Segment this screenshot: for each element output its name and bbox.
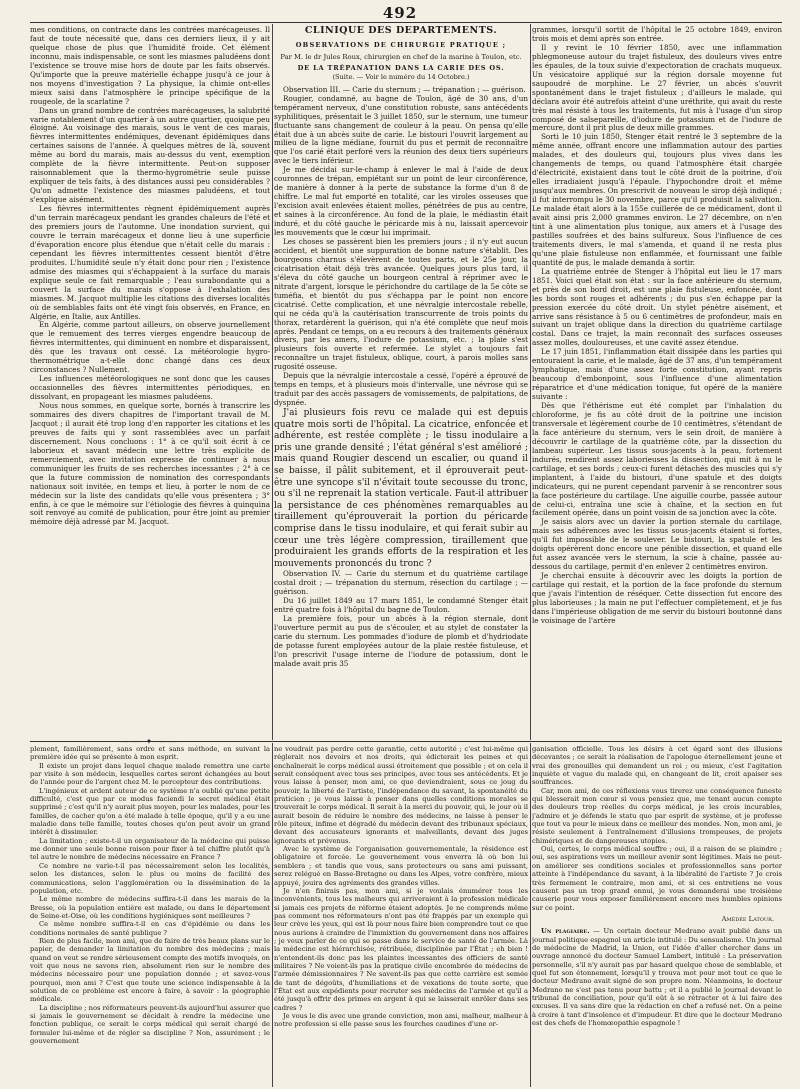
paragraph: Les choses se passèrent bien les premiers jours ; il n'y eut aucun accident, et bientôt une suppuration de bonne nature s'établit. Des bourgeons charnus s'élevèrent de toutes parts, et le 25e jour, la cicatrisation était déjà très avancée. Quelques jours plus tard, il s'éleva du côté gauche un bourgeon central à réprimer avec le nitrate d'argent, lorsque le périchondre du cartilage de la 5e côte se tuméfia, et bientôt du pus s'échappa par le point non encore cicatrisé. Cette complication, et une névralgie intercostale rebelle, qui ne céda qu'à la cautérisation transcurrente de trois points du thorax, retardèrent la guérison, qui n'a été complète que neuf mois après. Pendant ce temps, on a eu recours à des traitements généraux divers, par les amers, l'iodure de potassium, etc. ; la plaie s'est plusieurs fois ouverte et refermée. Le stylet a toujours fait reconnaître un trajet fistuleux, oblique, court, à parois molles sans rugosité osseuse. (274, 236, 528, 372)
paragraph: Le 17 juin 1851, l'inflammation était dissipée dans les parties qui entouraient la carie, et le malade, âgé de 37 ans, d'un tempérament lymphatique, mais d'une assez forte constitution, ayant repris beaucoup d'embonpoint, sous l'influence d'une alimentation réparatrice et d'une médication tonique, fut opéré de la manière suivante : (532, 347, 782, 402)
paragraph: J'ai plusieurs fois revu ce malade qui est depuis quatre mois sorti de l'hôpital. La cicatrice, enfoncée et adhérente, est restée complète ; le tissu inodulaire a pris une grande densité ; l'état général s'est amélioré ; mais quand Rougier descend un escalier, ou quand il se baisse, il pâlit subitement, et il éprouverait peut-être une syncope s'il n'évitait toute secousse du tronc, ou s'il ne reprenait la station verticale. Faut-il attribuer la persistance de ces phénomènes remarquables au tiraillement qu'éprouverait la portion du péricarde comprise dans le tissu inodulaire, et qui ferait subir au cœur une très légère compression, tiraillement que produiraient les grands efforts de la respiration et les mouvements prononcés du tronc ? (274, 408, 528, 569)
observation-title: Observation IV. — Carie du sternum et du quatrième cartilage costal droit ; — trépanation du sternum, résection du cartilage ; — guérison. (274, 569, 528, 597)
paragraph: Je vous le dis avec une grande conviction, mon ami, malheur, malheur à notre profession si elle passe sous les fourches caudines d'une or- (274, 1012, 528, 1029)
byline: Par M. le dr Jules Roux, chirurgien en chef de la marine à Toulon, etc. (280, 52, 522, 61)
paragraph: Avec le système de l'organisation gouvernementale, la résidence est obligatoire et forcée. Le gouvernement vous enverra là où bon lui semblera ; et tandis que vous, sans protecteurs ou sans ami puissant, serez relégué en Basse-Bretagne ou dans les Alpes, votre confrère, mieux appuyé, jouira des agréments des grandes villes. (274, 845, 528, 887)
paragraph: Oui, certes, le corps médical souffre ; oui, il a raison de se plaindre ; oui, ses aspirations vers un meilleur avenir sont légitimes. Mais ne peut-on améliorer ses conditions sociales et professionnelles sans porter atteinte à l'indépendance du savant, à la libéralité de l'artiste ? Je crois très fermement le contraire, mon ami, et si ces entretiens ne vous causent pas un trop grand ennui, je vous demanderai une troisième causerie pour vous exposer familièrement encore mes humbles opinions sur ce point. (532, 845, 782, 912)
paragraph: Ce nombre ne varie-t-il pas nécessairement selon les localités, selon les distances, selon le plus ou moins de facilité des communications, selon l'agglomération ou la dissémination de la population, etc. (30, 861, 270, 895)
news-item-lead: Un plagiaire. (541, 927, 590, 936)
paragraph: Il y revint le 10 février 1850, avec une inflammation phlegmoneuse autour du trajet fistuleux, des douleurs vives entre les épaules, de la toux suivie d'expectoration de crachats muqueux. Un vésicatoire appliqué sur la région dorsale moyenne fut saupoudré de morphine. Le 27 février, un abcès s'ouvrit spontanément dans le trajet fistuleux ; d'ailleurs le malade, qui déclara avoir été autrefois atteint d'une uréthrite, qui avait du reste très mal résisté à tous les traitements, fut mis à l'usage d'un sirop composé de salsepareille, d'iodure de potassium et de l'iodure de mercure, dont il prit plus de deux mille grammes. (532, 42, 782, 133)
paragraph: Je saisis alors avec un davier la portion sternale du cartilage, mais ses adhérences avec les tissus sous-jacents étaient si fortes, qu'il fut impossible de le soulever. Le bistouri, la spatule et les doigts opérèrent donc encore une pénible dissection, et quand elle fut assez avancée vers le sternum, la scie à chaîne, passée au-dessous du cartilage, permit d'en enlever 2 centimètres environ. (532, 517, 782, 572)
paragraph: Depuis que la névralgie intercostale a cessé, l'opéré a éprouvé de temps en temps, et à plusieurs mois d'intervalle, une névrose qui se traduit par des accès passagers de vomissements, de palpitations, de dyspnée. (274, 371, 528, 408)
feuilleton-column-3 (532, 745, 782, 1085)
paragraph: Dans un grand nombre de contrées marécageuses, la salubrité varie notablement d'un quartier à un autre quartier, quoique peu éloigné. Au voisinage des marais, sous le vent de ces marais, fièvres intermittentes endémiques, devenant épidémiques dans certaines saisons de l'année. A quelques mètres de là, souvent même au bord du marais, mais au-dessus du vent, exemption complète de la fièvre intermittente. Peut-on supposer raisonnablement que la thermo-hygrométrie seule puisse expliquer de tels faits, à des distances aussi peu considérables ? Qu'on admette l'existence des miasmes paludéens, et tout s'explique aisément. (30, 105, 270, 205)
column-divider (272, 24, 273, 740)
paragraph: Dès que l'éthérisme eut été complet par l'inhalation du chloroforme, je fis au côté droit de la poitrine une incision transversale et légèrement courbe de 10 centimètres, s'étendant de la face antérieure du sternum, vers le sein droit, de manière à découvrir le cartilage de la quatrième côte, par la dissection du lambeau supérieur. Les tissus sous-jacents à la peau, fortement indurés, rendirent assez laborieuses la dissection, qui mit à nu le cartilage, et ses bords ; ceux-ci furent détachés des muscles qui s'y implantent, à l'aide du bistouri, d'une spatule et des doigts indicateurs, qui ne purent cependant parvenir à se rencontrer sous la face postérieure du cartilage. Une aiguille courbe, passée autour de celui-ci, entraîna une scie à chaîne, et la section en fut facilement opérée, dans un point voisin de sa jonction avec la côte. (532, 401, 782, 518)
paragraph: Il existe un projet dans lequel chaque malade remettra une carte par visite à son médecin, lesquelles cartes seront échangées au bout de l'année pour de l'argent chez M. le percepteur des contributions. (30, 761, 270, 787)
header-rule (30, 22, 782, 23)
paragraph: Nous nous sommes, en quelque sorte, bornés à transcrire les sommaires des divers chapitres de l'important travail de M. Jacquot ; il aurait été trop long d'en rapporter les citations et les preuves de faits qui y sont rassemblées avec un parfait discernement. Nous concluons : 1° à ce qu'il soit écrit à ce laborieux et savant médecin une lettre très explicite de remerciement, avec invitation expresse de continuer à nous communiquer les fruits de ses recherches incessantes ; 2° à ce que la future commission de nomination des correspondants nationaux soit invitée, en temps et lieu, à porter le nom de ce médecin sur la liste des candidats qu'elle vous présentera ; 3° enfin, à ce que le mémoire sur l'étiologie des fièvres à quinquina soit renvoyé au comité de publication, pour être joint au premier mémoire déjà adressé par M. Jacquot. (30, 401, 270, 527)
paragraph: grammes, lorsqu'il sortit de l'hôpital le 25 octobre 1849, environ trois mois et demi après son entrée. (532, 26, 782, 43)
paragraph: Ce même nombre suffira-t-il en cas d'épidémie ou dans les conditions normales de santé publique ? (30, 920, 270, 937)
paragraph: La quatrième entrée de Stenger à l'hôpital eut lieu le 17 mars 1851. Voici quel était son état : sur la face antérieure du sternum, et près de son bord droit, est une plaie fistuleuse, enfoncée, dont les bords sont rouges et adhérents ; du pus s'en échappe par la pression exercée du côté droit. Un stylet pénètre aisément, et arrive sans résistance à 5 ou 6 centimètres de profondeur, mais en suivant un trajet oblique dans la direction du quatrième cartilage costal. Dans ce trajet, la main reconnaît des surfaces osseuses assez molles, douloureuses, et une cavité assez étendue. (532, 266, 782, 348)
article-column-2 (274, 26, 528, 736)
paragraph: Je me décidai sur-le-champ à enlever le mal à l'aide de deux couronnes de trépan, empiétant sur un point de leur circonférence, de manière à donner à la perte de substance la forme d'un 8 de chiffre. Le mal fut emporté en totalité, car les viroles osseuses que l'excision avait enlevées étaient molles, pénétrées de pus au centre, et saines à la circonférence. Au fond de la plaie, le médiastin était induré, et du côté gauche le péricarde mis à nu, laissait apercevoir les mouvements que le cœur lui imprimait. (274, 165, 528, 238)
paragraph: Le même nombre de médecins suffira-t-il dans les marais de la Bresse, où la population entière est malade, ou dans le département de Seine-et-Oise, où les conditions hygiéniques sont meilleures ? (30, 895, 270, 920)
paragraph: La discipline ; nos réformateurs peuvent-ils aujourd'hui assurer que si jamais le gouvernement se décidait à rendre la médecine une fonction publique, ce serait le corps médical qui serait chargé de formuler lui-même et de régler sa discipline ? Non, assurément ; le gouvernement (30, 1003, 270, 1046)
paragraph: Rougier, condamné, au bagne de Toulon, âgé de 30 ans, d'un tempérament nerveux, d'une constitution robuste, sans antécédents syphilitiques, présentait le 3 juillet 1850, sur le sternum, une tumeur fluctuante sans changement de couleur à la peau. On pensa qu'elle était due à un abcès suite de carie. Le bistouri l'ouvrit largement au milieu de la ligne médiane, fournit du pus et permit de reconnaître que l'os carié était perforé vers la réunion des deux tiers supérieurs avec le tiers inférieur. (274, 93, 528, 166)
article-column-1 (30, 26, 270, 736)
paragraph: Les influences météorologiques ne sont donc que les causes occasionnelles des fièvres intermittentes périodiques, en dissolvant, en propageant les miasmes paludéens. (30, 374, 270, 402)
paragraph: ganisation officielle. Tous les désirs à cet égard sont des illusions décevantes ; ce serait la réalisation de l'apologue éternellement jeune et vrai des grenouilles qui demandent un roi ; ou mieux, c'est l'agitation inquiète et vague du malade qui, en changeant de lit, croit apaiser ses souffrances. (532, 745, 782, 787)
continuation-note: (Suite. — Voir le numéro du 14 Octobre.) (332, 72, 470, 81)
paragraph: Je n'en finirais pas, mon ami, si je voulais énumérer tous les inconvénients, tous les malheurs qui arriveraient à la profession médicale si jamais ces projets de réforme étaient adoptés. Je ne comprends même pas comment nos réformateurs n'ont pas été frappés par un exemple qui leur crève les yeux, qui est là pour nous faire bien comprendre tout ce que nous aurions à craindre de l'immixtion du gouvernement dans nos affaires ; je veux parler de ce qui se passe dans le service de santé de l'armée. Là la médecine est hiérarchisée, rétribuée, disciplinée par l'État ; eh bien ! n'entendent-ils donc pas les plaintes incessantes des officiers de santé militaires ? Ne voient-ils pas la pratique civile encombrée de médecins de l'armée démissionnaires ? Ne savent-ils pas que cette carrière est semée de tant de dégoûts, d'humiliations et de vexations de toute sorte, que l'État est aux expédients pour recruter ses médecins de l'armée et qu'il a été jusqu'à offrir des primes en argent à qui se laisserait enrôler dans ses cadres ? (274, 886, 528, 1012)
paragraph: ne voudrait pas perdre cette garantie, cette autorité ; c'est lui-même qui réglerait nos devoirs et nos droits, qui édicterait les peines et qui enchaînerait le corps médical aussi étroitement que possible ; et on cela il serait conséquent avec tous ses principes, avec tous ses antécédents. Et je vous laisse à penser, mon ami, ce que deviendraient, sous ce joug du pouvoir, la liberté de l'artiste, l'indépendance du savant, la spontanéité du praticien ; je vous laisse à penser dans quelles conditions morales se trouverait le corps médical. Il serait à la merci du pouvoir, qui, le jour où il aurait besoin de réduire le nombre des médecins, ne laisse à penser le rôle piteux, infime et dégradé du médecin devant des tribunaux spéciaux, devant des accusateurs ignorants et malveillants, devant des juges ignorants et prévenus. (274, 745, 528, 845)
paragraph: plement, familièrement, sans ordre et sans méthode, en suivant la première idée qui se présente à mon esprit. (30, 745, 270, 762)
author-signature: Amédée Latour. (721, 914, 774, 923)
news-item-text: — Un certain docteur Medrano avait publié dans un journal politique espagnol un article intitulé : Du sensualisme. Un journal de médecine de Madrid, la Union, eut l'idée d'aller chercher dans un ouvrage annoncé du docteur Samuel Lambert, intitulé : La préservation personnelle, s'il n'y aurait pas par hasard quelque chose de semblable, et quel fut son étonnement, lorsqu'il y trouva mot pour mot tout ce que le docteur Medrano avait signé de son propre nom. Néanmoins, le docteur Medrano ne s'est pas tenu pour battu ; et il a publié le journal devant le tribunal de conciliation, pour qu'il eût à se rétracter et à lui faire des excuses. Il va sans dire que la rédaction en chef a refusé net. On a peine à croire à tant d'insolence et d'impudeur. Et dire que le docteur Medrano est des chefs de l'homœopathie espagnole ! (532, 927, 782, 1027)
page-number: 492 (382, 4, 418, 22)
paragraph: Rien de plus facile, mon ami, que de faire de très beaux plans sur le papier, de demander la limitation du nombre des médecins ; mais quand on veut se rendre sérieusement compte des motifs invoqués, on voit que nous ne savons rien, absolument rien sur le nombre des médecins nécessaire pour une population donnée ; et savez-vous pourquoi, mon ami ? C'est que toute une science indispensable à la solution de ce problème est encore à faire, à savoir : la géographie médicale. (30, 936, 270, 1004)
paragraph: En Algérie, comme partout ailleurs, on observe journellement que le remuement des terres vierges engendre beaucoup de fièvres intermittentes, qui diminuent en nombre et disparaissent, dès que les travaux ont cessé. La météorologie hygro-thermométrique a-t-elle donc changé dans ces deux circonstances ? Nullement. (30, 320, 270, 375)
column-divider (530, 743, 531, 1087)
large-text-block (274, 408, 528, 570)
paragraph: Les fièvres intermittentes règnent épidémiquement auprès d'un terrain marécageux pendant les grandes chaleurs de l'été et des premiers jours de l'automne. Une inondation survient, qui couvre le terrain marécageux et donne lieu à une superficie d'évaporation encore plus étendue que n'était celle du marais : cependant les fièvres intermittentes cessent bientôt d'être produites. L'humidité seule n'y était donc pour rien ; l'existence admise des miasmes qui s'échappaient à la surface du marais explique seule ce fait remarquable ; l'eau surabondante qui a couvert la surface du marais s'oppose à l'exhalation des miasmes. M. Jacquot multiplie les citations des diverses localités où de semblables faits ont été vingt fois observés, en France, en Algérie, en Italie, aux Antilles. (30, 204, 270, 321)
article-column-3 (532, 26, 782, 736)
paragraph: La première fois, pour un abcès à la région sternale, dont l'ouverture permit au pus de s'écouler, et au stylet de constater la carie du sternum. Les pommades d'iodure de plomb et d'hydriodate de potasse furent employées autour de la plaie restée fistuleuse, et l'on prescrivit l'usage interne de l'iodure de potassium, dont le malade avait pris 35 (274, 614, 528, 668)
paragraph: Je cherchai ensuite à découvrir avec les doigts la portion de cartilage qui restait, et la portion de la face profonde du sternum que j'avais l'intention de réséquer. Cette dissection fut encore des plus laborieuses ; la main ne put l'effectuer complètement, et je fus dans l'impérieuse obligation de me servir du bistouri boutonné dans le voisinage de l'artère (532, 571, 782, 625)
article-subtitle: DE LA TRÉPANATION DANS LA CARIE DES OS. (297, 63, 505, 72)
feuilleton-column-2 (274, 745, 528, 1085)
column-divider (272, 743, 273, 1087)
section-title: CLINIQUE DES DÉPARTEMENTS. (304, 26, 498, 36)
paragraph: L'ingénieux et ardent auteur de ce système n'a oublié qu'une petite difficulté, c'est que par ce modus faciendi le secret médical était supprimé ; c'est qu'il n'y aurait plus moyen, pour les malades, pour les familles, de cacher qu'on a été malade à telle époque, qu'il y a eu une maladie dans telle famille, toutes choses qu'on peut avoir un grand intérêt à dissimuler. (30, 786, 270, 837)
feuilleton-column-1 (30, 745, 270, 1085)
feuilleton-rule (30, 741, 782, 742)
ornament-divider: —— ✦ —— (121, 737, 179, 746)
column-divider (530, 24, 531, 740)
paragraph: mes conditions, on contracte dans les contrées marécageuses. Il faut de toute nécessité que, dans ces derniers lieux, il y ait quelque chose de plus que l'humidité froide. Cet élément inconnu, mais indispensable, ce sont les miasmes paludéens dont l'existence se trouve mise hors de doute par les faits observés. Qu'importe que la preuve matérielle échappe jusqu'à ce jour à nos moyens d'investigation ? La physique, la chimie ont-elles mieux saisi dans l'atmosphère le principe spécifique de la rougeole, de la scarlatine ? (30, 26, 270, 106)
news-item (532, 927, 782, 1027)
paragraph: Sorti le 10 juin 1850, Stenger était rentré le 3 septembre de la même année, offrant encore une inflammation autour des parties malades, et des douleurs qui, toujours plus vives dans les changements de temps, ou quand l'atmosphère était chargée d'électricité, existaient dans tout le côté droit de la poitrine, d'où elles irradiaient jusqu'à l'épaule. l'hypochondre droit et même jusqu'aux membres. On prescrivit de nouveau le sirop déjà indiqué ; il fut interrompu le 30 novembre, parce qu'il produisit la salivation. Le malade était alors à la 155e cuillerée de ce médicament, dont il avait ainsi pris 2,000 grammes environ. Le 27 décembre, on n'en tint à une alimentation plus tonique, aux amers et à l'usage des pastilles soufrées et des bains sulfureux. Sous l'influence de ces traitements divers, le mal s'amenda, et quand il ne resta plus qu'une plaie fistuleuse non enflammée, et fournissant une faible quantité de pus, le malade demanda à sortir. (532, 132, 782, 267)
paragraph: Car, mon ami, de ces réflexions vous tirerez une conséquence funeste qui blesserait mon cœur si vous pensiez que, me tenant aucun compte des douleurs trop réelles du corps médical, je les crois incurables, j'admire et je défends le statu quo par esprit de système, et je professe que tout va pour le mieux dans ce meilleur des mondes. Non, mon ami, je résiste seulement à l'entraînement d'illusions trompeuses, de projets chimériques et de dangereuses utopies. (532, 786, 782, 845)
observation-title: Observation III. — Carie du sternum ; — trépanation ; — guérison. (283, 84, 526, 94)
paragraph: La limitation ; existe-t-il un organisateur de la médecine qui puisse me donner une seule bonne raison pour fixer à tel chiffre plutôt qu'à tel autre le nombre de médecins nécessaire en France ? (30, 836, 270, 862)
series-title: OBSERVATIONS DE CHIRURGIE PRATIQUE ; (295, 40, 507, 49)
paragraph: Du 16 juillet 1849 au 17 mars 1851, le condamné Stenger était entré quatre fois à l'hôpital du bagne de Toulon. (274, 596, 528, 615)
